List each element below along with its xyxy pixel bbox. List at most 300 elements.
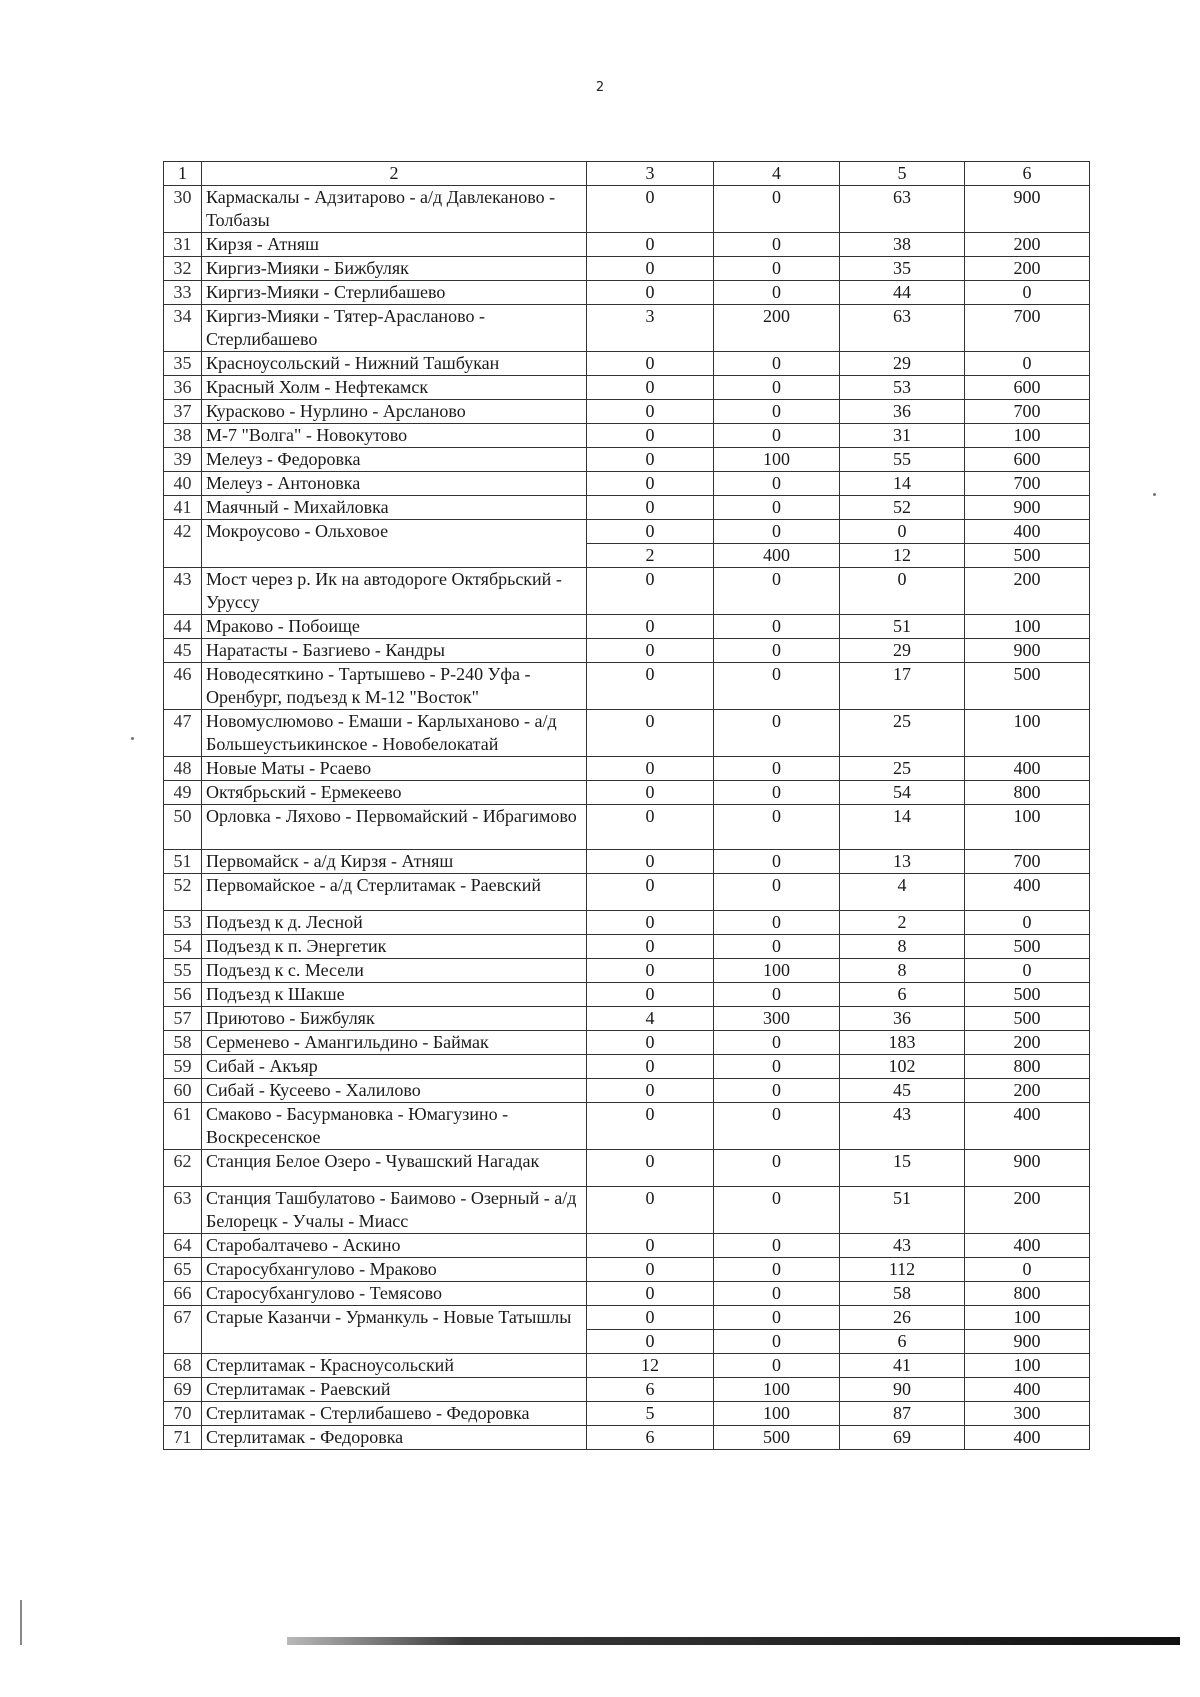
row-number: 48 (164, 757, 202, 781)
table-row (164, 448, 1090, 472)
value-cell: 183 (840, 1031, 965, 1055)
row-number: 33 (164, 281, 202, 305)
table-row (164, 1150, 1090, 1187)
route-name: Сибай - Акъяр (202, 1055, 587, 1079)
value-cell: 25 (840, 710, 965, 757)
value-cell: 3 (587, 305, 714, 352)
table-row (164, 1282, 1090, 1306)
value-cell: 0 (714, 1354, 840, 1378)
value-cell: 0 (714, 186, 840, 233)
row-number: 47 (164, 710, 202, 757)
route-name: Сибай - Кусеево - Халилово (202, 1079, 587, 1103)
row-number: 44 (164, 615, 202, 639)
value-cell: 36 (840, 1007, 965, 1031)
page-number: 2 (595, 80, 605, 95)
value-cell: 38 (840, 233, 965, 257)
value-cell: 112 (840, 1258, 965, 1282)
row-number: 67 (164, 1306, 202, 1354)
value-cell: 200 (965, 1079, 1090, 1103)
value-cell: 700 (965, 305, 1090, 352)
value-cell: 400 (965, 874, 1090, 911)
table-row (164, 874, 1090, 911)
header-cell: 4 (714, 162, 840, 186)
row-number: 58 (164, 1031, 202, 1055)
value-cell: 0 (714, 472, 840, 496)
value-cell: 200 (714, 305, 840, 352)
row-number: 57 (164, 1007, 202, 1031)
value-cell: 0 (587, 1330, 714, 1354)
value-cell: 0 (965, 281, 1090, 305)
value-cell: 100 (714, 1402, 840, 1426)
value-cell: 700 (965, 400, 1090, 424)
row-number: 46 (164, 663, 202, 710)
value-cell: 0 (714, 710, 840, 757)
value-cell: 0 (714, 983, 840, 1007)
value-cell: 14 (840, 805, 965, 850)
value-cell: 0 (587, 568, 714, 615)
value-cell: 36 (840, 400, 965, 424)
route-name: Приютово - Бижбуляк (202, 1007, 587, 1031)
value-cell: 52 (840, 496, 965, 520)
header-cell: 1 (164, 162, 202, 186)
value-cell: 0 (587, 911, 714, 935)
route-name: Маячный - Михайловка (202, 496, 587, 520)
route-name: Красный Холм - Нефтекамск (202, 376, 587, 400)
value-cell: 500 (965, 663, 1090, 710)
footer-scan-rule (287, 1637, 1180, 1645)
value-cell: 500 (965, 1007, 1090, 1031)
table-row (164, 615, 1090, 639)
row-number: 65 (164, 1258, 202, 1282)
table-row (164, 1402, 1090, 1426)
table-row (164, 757, 1090, 781)
value-cell: 400 (714, 544, 840, 568)
route-name: Подъезд к д. Лесной (202, 911, 587, 935)
value-cell: 200 (965, 233, 1090, 257)
value-cell: 0 (714, 1031, 840, 1055)
value-cell: 100 (965, 1354, 1090, 1378)
route-name: Первомайское - а/д Стерлитамак - Раевский (202, 874, 587, 911)
value-cell: 900 (965, 496, 1090, 520)
value-cell: 0 (587, 472, 714, 496)
route-name: Наратасты - Базгиево - Кандры (202, 639, 587, 663)
value-cell: 0 (587, 520, 714, 544)
value-cell: 15 (840, 1150, 965, 1187)
value-cell: 0 (965, 959, 1090, 983)
table-row (164, 376, 1090, 400)
table-row (164, 1007, 1090, 1031)
table-row (164, 983, 1090, 1007)
table-row (164, 663, 1090, 710)
value-cell: 500 (965, 983, 1090, 1007)
row-number: 60 (164, 1079, 202, 1103)
row-number: 37 (164, 400, 202, 424)
value-cell: 300 (714, 1007, 840, 1031)
value-cell: 0 (714, 1187, 840, 1234)
route-name: Стерлитамак - Раевский (202, 1378, 587, 1402)
value-cell: 0 (587, 874, 714, 911)
route-name: Станция Ташбулатово - Баимово - Озерный - а/д Белорецк - Учалы - Миасс (202, 1187, 587, 1234)
route-name: М-7 "Волга" - Новокутово (202, 424, 587, 448)
value-cell: 0 (714, 1055, 840, 1079)
row-number: 49 (164, 781, 202, 805)
row-number: 38 (164, 424, 202, 448)
value-cell: 54 (840, 781, 965, 805)
route-name: Новодесяткино - Тартышево - Р-240 Уфа - Оренбург, подъезд к М-12 "Восток" (202, 663, 587, 710)
row-number: 50 (164, 805, 202, 850)
value-cell: 600 (965, 448, 1090, 472)
value-cell: 800 (965, 781, 1090, 805)
table-row (164, 1426, 1090, 1450)
value-cell: 0 (587, 448, 714, 472)
value-cell: 45 (840, 1079, 965, 1103)
value-cell: 6 (840, 983, 965, 1007)
value-cell: 0 (587, 1282, 714, 1306)
value-cell: 0 (714, 496, 840, 520)
value-cell: 2 (840, 911, 965, 935)
value-cell: 51 (840, 615, 965, 639)
table-row (164, 281, 1090, 305)
row-number: 34 (164, 305, 202, 352)
value-cell: 700 (965, 850, 1090, 874)
value-cell: 0 (587, 496, 714, 520)
value-cell: 400 (965, 520, 1090, 544)
header-cell: 6 (965, 162, 1090, 186)
value-cell: 0 (714, 281, 840, 305)
value-cell: 6 (587, 1378, 714, 1402)
route-name: Красноусольский - Нижний Ташбукан (202, 352, 587, 376)
value-cell: 0 (714, 1150, 840, 1187)
route-name: Станция Белое Озеро - Чувашский Нагадак (202, 1150, 587, 1187)
value-cell: 0 (965, 352, 1090, 376)
value-cell: 900 (965, 186, 1090, 233)
value-cell: 0 (714, 639, 840, 663)
route-name: Киргиз-Мияки - Стерлибашево (202, 281, 587, 305)
value-cell: 200 (965, 568, 1090, 615)
table-row (164, 257, 1090, 281)
value-cell: 400 (965, 1103, 1090, 1150)
value-cell: 100 (965, 805, 1090, 850)
value-cell: 100 (714, 959, 840, 983)
route-name: Кирзя - Атняш (202, 233, 587, 257)
value-cell: 0 (587, 710, 714, 757)
value-cell: 43 (840, 1234, 965, 1258)
table-row (164, 424, 1090, 448)
value-cell: 6 (840, 1330, 965, 1354)
value-cell: 600 (965, 376, 1090, 400)
value-cell: 44 (840, 281, 965, 305)
table-row (164, 850, 1090, 874)
route-name: Подъезд к Шакше (202, 983, 587, 1007)
value-cell: 6 (587, 1426, 714, 1450)
table-row (164, 1187, 1090, 1234)
value-cell: 800 (965, 1055, 1090, 1079)
value-cell: 0 (714, 781, 840, 805)
value-cell: 800 (965, 1282, 1090, 1306)
row-number: 36 (164, 376, 202, 400)
route-name: Новые Маты - Рсаево (202, 757, 587, 781)
value-cell: 0 (587, 424, 714, 448)
row-number: 52 (164, 874, 202, 911)
table-row (164, 911, 1090, 935)
route-name: Мокроусово - Ольховое (202, 520, 587, 568)
row-number: 42 (164, 520, 202, 568)
table-row (164, 710, 1090, 757)
route-name: Мост через р. Ик на автодороге Октябрьский - Уруссу (202, 568, 587, 615)
value-cell: 0 (587, 781, 714, 805)
row-number: 56 (164, 983, 202, 1007)
row-number: 62 (164, 1150, 202, 1187)
value-cell: 100 (965, 710, 1090, 757)
value-cell: 87 (840, 1402, 965, 1426)
table-row (164, 935, 1090, 959)
value-cell: 26 (840, 1306, 965, 1330)
route-name: Мелеуз - Федоровка (202, 448, 587, 472)
value-cell: 0 (714, 520, 840, 544)
value-cell: 0 (714, 352, 840, 376)
value-cell: 200 (965, 1187, 1090, 1234)
value-cell: 90 (840, 1378, 965, 1402)
route-name: Кармаскалы - Адзитарово - а/д Давлеканово - Толбазы (202, 186, 587, 233)
value-cell: 0 (587, 1079, 714, 1103)
value-cell: 900 (965, 1330, 1090, 1354)
value-cell: 0 (714, 663, 840, 710)
value-cell: 63 (840, 305, 965, 352)
value-cell: 8 (840, 959, 965, 983)
value-cell: 500 (965, 544, 1090, 568)
value-cell: 0 (965, 1258, 1090, 1282)
value-cell: 29 (840, 639, 965, 663)
table-row (164, 805, 1090, 850)
route-name: Киргиз-Мияки - Тятер-Арасланово - Стерлибашево (202, 305, 587, 352)
value-cell: 25 (840, 757, 965, 781)
value-cell: 51 (840, 1187, 965, 1234)
value-cell: 0 (714, 850, 840, 874)
table-row (164, 1103, 1090, 1150)
value-cell: 0 (714, 935, 840, 959)
value-cell: 200 (965, 1031, 1090, 1055)
route-name: Киргиз-Мияки - Бижбуляк (202, 257, 587, 281)
row-number: 53 (164, 911, 202, 935)
row-number: 55 (164, 959, 202, 983)
route-name: Стерлитамак - Красноусольский (202, 1354, 587, 1378)
value-cell: 0 (714, 1330, 840, 1354)
row-number: 61 (164, 1103, 202, 1150)
table-row (164, 520, 1090, 544)
value-cell: 0 (714, 911, 840, 935)
value-cell: 0 (587, 1187, 714, 1234)
row-number: 41 (164, 496, 202, 520)
route-name: Старые Казанчи - Урманкуль - Новые Татышлы (202, 1306, 587, 1354)
table-row (164, 1306, 1090, 1330)
value-cell: 5 (587, 1402, 714, 1426)
value-cell: 0 (714, 1103, 840, 1150)
value-cell: 0 (587, 376, 714, 400)
value-cell: 0 (587, 400, 714, 424)
value-cell: 0 (965, 911, 1090, 935)
value-cell: 400 (965, 757, 1090, 781)
value-cell: 0 (587, 757, 714, 781)
route-name: Курасково - Нурлино - Арсланово (202, 400, 587, 424)
table-row (164, 568, 1090, 615)
value-cell: 100 (965, 1306, 1090, 1330)
table-row (164, 1079, 1090, 1103)
route-name: Стерлитамак - Стерлибашево - Федоровка (202, 1402, 587, 1426)
route-name: Подъезд к с. Месели (202, 959, 587, 983)
value-cell: 13 (840, 850, 965, 874)
route-name: Орловка - Ляхово - Первомайский - Ибрагимово (202, 805, 587, 850)
value-cell: 900 (965, 639, 1090, 663)
value-cell: 0 (587, 186, 714, 233)
table-row (164, 496, 1090, 520)
table-row (164, 1378, 1090, 1402)
value-cell: 43 (840, 1103, 965, 1150)
table-row (164, 472, 1090, 496)
value-cell: 400 (965, 1234, 1090, 1258)
roads-table (163, 161, 1090, 1450)
route-name: Мраково - Побоище (202, 615, 587, 639)
value-cell: 31 (840, 424, 965, 448)
row-number: 68 (164, 1354, 202, 1378)
table-row (164, 1031, 1090, 1055)
table-row (164, 352, 1090, 376)
table-body (164, 162, 1090, 1450)
route-name: Стерлитамак - Федоровка (202, 1426, 587, 1450)
row-number: 30 (164, 186, 202, 233)
value-cell: 400 (965, 1378, 1090, 1402)
scan-speck (1153, 493, 1156, 496)
value-cell: 0 (587, 663, 714, 710)
table-row (164, 233, 1090, 257)
header-cell: 5 (840, 162, 965, 186)
row-number: 31 (164, 233, 202, 257)
value-cell: 100 (965, 615, 1090, 639)
value-cell: 0 (714, 1306, 840, 1330)
value-cell: 35 (840, 257, 965, 281)
value-cell: 100 (714, 448, 840, 472)
value-cell: 53 (840, 376, 965, 400)
value-cell: 100 (714, 1378, 840, 1402)
value-cell: 55 (840, 448, 965, 472)
route-name: Старосубхангулово - Мраково (202, 1258, 587, 1282)
value-cell: 102 (840, 1055, 965, 1079)
value-cell: 0 (714, 424, 840, 448)
table-row (164, 959, 1090, 983)
table-row (164, 781, 1090, 805)
value-cell: 0 (587, 1306, 714, 1330)
route-name: Первомайск - а/д Кирзя - Атняш (202, 850, 587, 874)
value-cell: 0 (587, 281, 714, 305)
row-number: 66 (164, 1282, 202, 1306)
row-number: 39 (164, 448, 202, 472)
value-cell: 0 (587, 983, 714, 1007)
value-cell: 0 (587, 1031, 714, 1055)
value-cell: 200 (965, 257, 1090, 281)
scan-margin-mark (20, 1600, 22, 1645)
value-cell: 0 (587, 257, 714, 281)
value-cell: 500 (714, 1426, 840, 1450)
header-row (164, 162, 1090, 186)
value-cell: 0 (587, 1150, 714, 1187)
value-cell: 0 (587, 1234, 714, 1258)
row-number: 64 (164, 1234, 202, 1258)
table-row (164, 1234, 1090, 1258)
header-cell: 2 (202, 162, 587, 186)
scan-speck (131, 737, 134, 740)
route-name: Новомуслюмово - Емаши - Карлыханово - а/д Большеустьикинское - Новобелокатай (202, 710, 587, 757)
row-number: 70 (164, 1402, 202, 1426)
value-cell: 0 (587, 1103, 714, 1150)
value-cell: 8 (840, 935, 965, 959)
value-cell: 0 (714, 805, 840, 850)
value-cell: 0 (587, 1055, 714, 1079)
table-row (164, 1258, 1090, 1282)
value-cell: 0 (587, 805, 714, 850)
value-cell: 0 (714, 233, 840, 257)
value-cell: 0 (714, 376, 840, 400)
value-cell: 0 (587, 352, 714, 376)
table-row (164, 400, 1090, 424)
route-name: Смаково - Басурмановка - Юмагузино - Воскресенское (202, 1103, 587, 1150)
value-cell: 500 (965, 935, 1090, 959)
header-cell: 3 (587, 162, 714, 186)
row-number: 45 (164, 639, 202, 663)
value-cell: 69 (840, 1426, 965, 1450)
route-name: Серменево - Амангильдино - Баймак (202, 1031, 587, 1055)
value-cell: 0 (714, 568, 840, 615)
value-cell: 0 (714, 615, 840, 639)
route-name: Мелеуз - Антоновка (202, 472, 587, 496)
value-cell: 900 (965, 1150, 1090, 1187)
value-cell: 0 (714, 257, 840, 281)
row-number: 59 (164, 1055, 202, 1079)
row-number: 54 (164, 935, 202, 959)
value-cell: 0 (587, 1258, 714, 1282)
row-number: 63 (164, 1187, 202, 1234)
value-cell: 0 (714, 400, 840, 424)
value-cell: 4 (587, 1007, 714, 1031)
value-cell: 0 (714, 757, 840, 781)
value-cell: 300 (965, 1402, 1090, 1426)
row-number: 35 (164, 352, 202, 376)
value-cell: 12 (840, 544, 965, 568)
value-cell: 0 (587, 935, 714, 959)
table-row (164, 186, 1090, 233)
value-cell: 0 (587, 639, 714, 663)
value-cell: 0 (587, 959, 714, 983)
value-cell: 17 (840, 663, 965, 710)
value-cell: 0 (714, 1079, 840, 1103)
value-cell: 0 (587, 615, 714, 639)
row-number: 43 (164, 568, 202, 615)
value-cell: 58 (840, 1282, 965, 1306)
value-cell: 0 (840, 520, 965, 544)
row-number: 51 (164, 850, 202, 874)
route-name: Старосубхангулово - Темясово (202, 1282, 587, 1306)
value-cell: 4 (840, 874, 965, 911)
value-cell: 700 (965, 472, 1090, 496)
table-row (164, 1354, 1090, 1378)
value-cell: 14 (840, 472, 965, 496)
value-cell: 400 (965, 1426, 1090, 1450)
value-cell: 29 (840, 352, 965, 376)
value-cell: 100 (965, 424, 1090, 448)
table-row (164, 639, 1090, 663)
value-cell: 0 (587, 233, 714, 257)
value-cell: 0 (587, 850, 714, 874)
row-number: 40 (164, 472, 202, 496)
table-row (164, 305, 1090, 352)
